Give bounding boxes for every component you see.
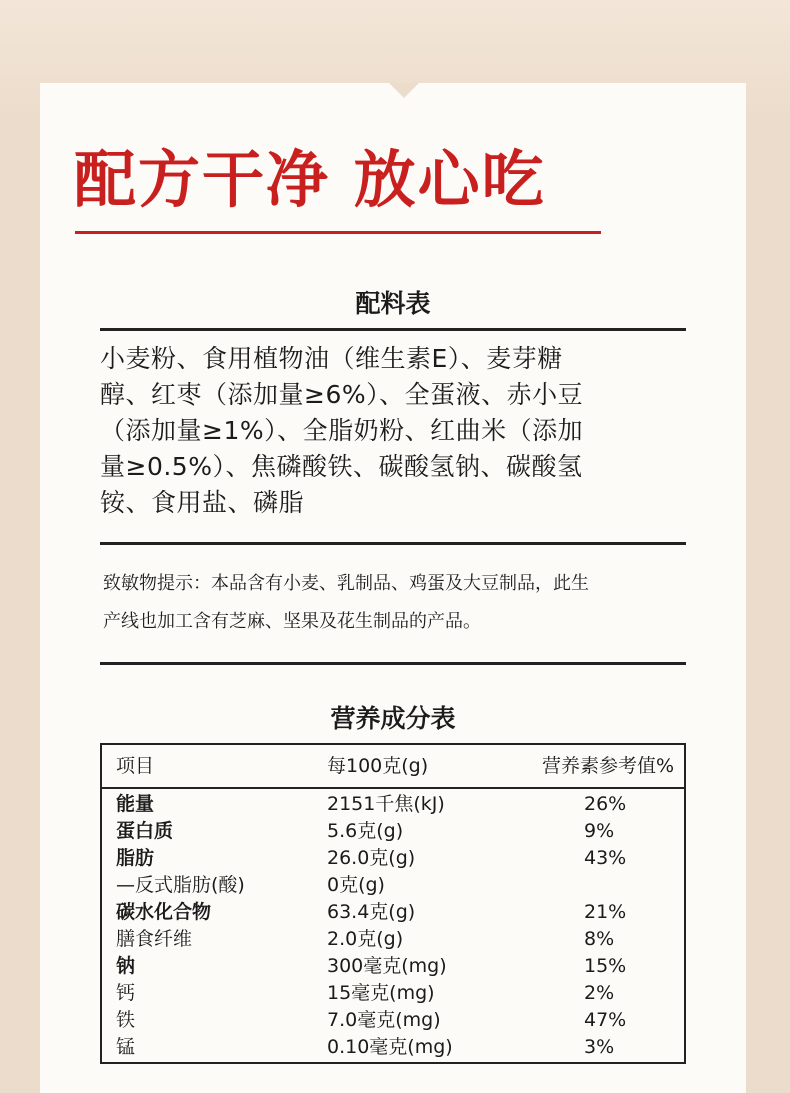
ingredients-line: 醇、红枣（添加量≥6%）、全蛋液、赤小豆 (100, 380, 584, 409)
row-nrv: 3% (584, 1036, 615, 1058)
row-item: 铁 (116, 1009, 136, 1031)
ingredients-line: （添加量≥1%）、全脂奶粉、红曲米（添加 (100, 416, 584, 445)
ingredients-title: 配料表 (355, 289, 431, 318)
row-nrv: 43% (584, 847, 627, 869)
allergen-line: 致敏物提示：本品含有小麦、乳制品、鸡蛋及大豆制品，此生 (103, 573, 589, 594)
table-row (102, 953, 684, 980)
nutrition-title: 营养成分表 (330, 704, 456, 733)
row-amount: 2.0克(g) (327, 928, 404, 950)
row-nrv: 2% (584, 982, 615, 1004)
row-nrv: 47% (584, 1009, 627, 1031)
row-amount: 15毫克(mg) (327, 982, 435, 1004)
row-amount: 5.6克(g) (327, 820, 404, 842)
table-row (102, 791, 684, 818)
header-item: 项目 (116, 755, 155, 777)
row-nrv: 15% (584, 955, 627, 977)
row-item: 膳食纤维 (116, 928, 193, 950)
row-amount: 26.0克(g) (327, 847, 416, 869)
row-item: 锰 (116, 1036, 136, 1058)
row-item: 能量 (116, 793, 155, 815)
row-nrv: 21% (584, 901, 627, 923)
ingredients-line: 量≥0.5%）、焦磷酸铁、碳酸氢钠、碳酸氢 (100, 452, 583, 481)
row-item: 钙 (116, 982, 136, 1004)
row-amount: 0.10毫克(mg) (327, 1036, 453, 1058)
row-item: —反式脂肪(酸) (116, 874, 245, 896)
row-item: 蛋白质 (116, 820, 174, 842)
table-row (102, 899, 684, 926)
table-row (102, 872, 684, 899)
row-nrv: 8% (584, 928, 615, 950)
row-nrv: 9% (584, 820, 615, 842)
row-item: 脂肪 (116, 847, 155, 869)
row-item: 钠 (116, 955, 136, 977)
row-nrv: 26% (584, 793, 627, 815)
ingredients-list (100, 341, 700, 521)
card-notch (389, 83, 419, 98)
allergen-line: 产线也加工含有芝麻、坚果及花生制品的产品。 (103, 611, 481, 632)
nutrition-table (100, 743, 686, 1064)
allergen-bottom-rule (100, 662, 686, 665)
ingredients-bottom-rule (100, 542, 686, 545)
table-row (102, 845, 684, 872)
table-row (102, 818, 684, 845)
row-amount: 2151千焦(kJ) (327, 793, 445, 815)
row-amount: 63.4克(g) (327, 901, 416, 923)
row-amount: 300毫克(mg) (327, 955, 447, 977)
ingredients-line: 铵、食用盐、磷脂 (100, 488, 305, 517)
table-row (102, 926, 684, 953)
table-row (102, 1007, 684, 1034)
row-amount: 0克(g) (327, 874, 385, 896)
headline: 配方干净 放心吃 (74, 143, 546, 216)
header-nrv: 营养素参考值% (542, 755, 675, 777)
ingredients-line: 小麦粉、食用植物油（维生素E）、麦芽糖 (100, 344, 563, 373)
table-row (102, 980, 684, 1007)
headline-underline (75, 231, 601, 234)
nutrition-header-row (102, 745, 684, 789)
allergen-notice (103, 565, 693, 641)
row-amount: 7.0毫克(mg) (327, 1009, 441, 1031)
row-item: 碳水化合物 (116, 901, 212, 923)
table-row (102, 1034, 684, 1061)
header-amount: 每100克(g) (327, 755, 429, 777)
ingredients-top-rule (100, 328, 686, 331)
